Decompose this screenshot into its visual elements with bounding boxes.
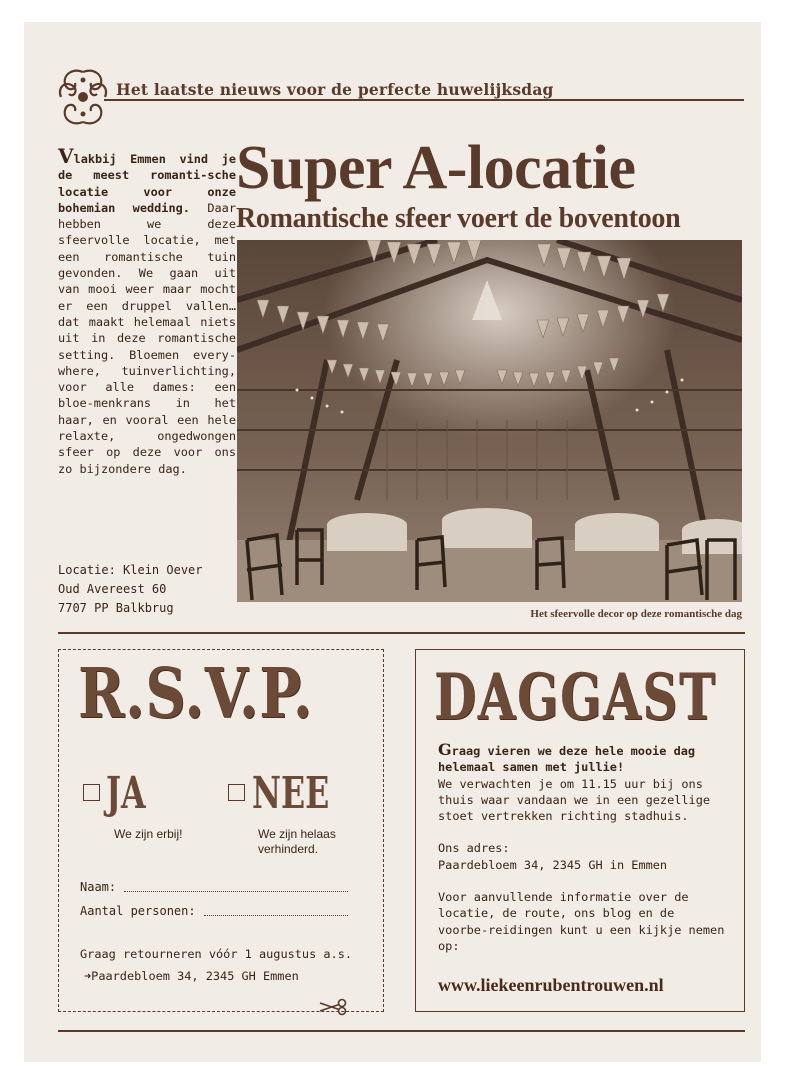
return-address-row xyxy=(84,966,299,986)
address-label: Ons adres: xyxy=(438,841,510,856)
daggast-title: DAGGAST xyxy=(434,660,717,735)
tagline: Het laatste nieuws voor de perfecte huwelijksdag xyxy=(116,80,554,99)
article-lead: lakbij Emmen vind je de meest romanti-sche locatie voor onze bohemian wedding. xyxy=(58,152,236,215)
flourish-ornament-icon xyxy=(55,66,111,128)
middle-rule xyxy=(58,632,745,634)
no-label: NEE xyxy=(252,768,330,819)
no-subtext xyxy=(258,827,336,857)
no-subtext-line1: We zijn helaas xyxy=(258,827,336,841)
website-link[interactable]: www.liekeenrubentrouwen.nl xyxy=(438,975,664,995)
name-label: Naam: xyxy=(80,880,117,894)
headline: Super A-locatie xyxy=(236,134,636,202)
no-checkbox[interactable] xyxy=(228,784,245,801)
article-text xyxy=(58,144,236,477)
yes-label: JA xyxy=(106,768,146,819)
location-name: Locatie: Klein Oever xyxy=(58,563,203,577)
photo-caption: Het sfeervolle decor op deze romantische dag xyxy=(530,608,742,620)
top-rule xyxy=(104,99,744,101)
bottom-rule xyxy=(58,1030,745,1032)
no-subtext-line2: verhinderd. xyxy=(258,842,319,856)
location-block xyxy=(58,561,203,618)
location-postcode: 7707 PP Balkbrug xyxy=(58,601,174,615)
scissors-icon xyxy=(318,998,348,1016)
drop-cap: V xyxy=(58,144,74,168)
rsvp-title: R.S.V.P. xyxy=(78,654,314,734)
article-body: Daar hebben we deze sfeervolle locatie, met een romantische tuin gevonden. We gaan uit van mooi weer maar mocht er een druppel vallen… dat maakt helemaal niets uit in deze romantische setting. Bloemen every-where, tuinverlichting, voor alle dames: een bloe-menkrans in het haar, en vooral een hele relaxte, ongedwongen sfeer op deze voor ons zo bijzondere dag. xyxy=(58,200,236,476)
daggast-address: Paardebloem 34, 2345 GH in Emmen xyxy=(438,857,668,872)
return-text: Graag retourneren vóór 1 augustus a.s. xyxy=(80,947,353,961)
persons-field[interactable] xyxy=(204,915,348,916)
arrow-right-icon: ➜ xyxy=(84,969,92,983)
persons-label: Aantal personen: xyxy=(80,904,196,918)
info-text: Voor aanvullende informatie over de locatie, de route, ons blog en de voorbe-reidingen kunt u een kijkje nemen op: xyxy=(438,890,725,953)
daggast-text xyxy=(438,742,728,970)
daggast-body: We verwachten je om 11.15 uur bij ons thuis waar vandaan we in een gezellige stoet vertrekken richting stadhuis. xyxy=(438,776,711,824)
daggast-drop-cap: G xyxy=(438,740,452,759)
subheadline: Romantische sfeer voert de boventoon xyxy=(236,203,681,234)
return-address: Paardebloem 34, 2345 GH Emmen xyxy=(91,969,299,983)
location-street: Oud Avereest 60 xyxy=(58,582,167,596)
name-field[interactable] xyxy=(124,891,348,892)
daggast-lead: raag vieren we deze hele mooie dag helemaal samen met jullie! xyxy=(438,744,696,775)
barn-photo xyxy=(237,240,742,602)
yes-checkbox[interactable] xyxy=(83,784,100,801)
yes-subtext: We zijn erbij! xyxy=(114,827,183,841)
